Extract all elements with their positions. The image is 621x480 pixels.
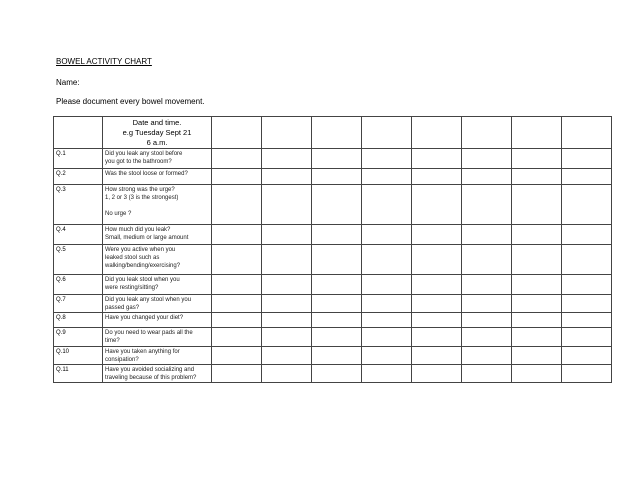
table-row	[54, 185, 612, 225]
entry-cell[interactable]	[262, 225, 312, 245]
entry-cell[interactable]	[312, 347, 362, 365]
question-text-line: Small, medium or large amount	[105, 235, 189, 241]
question-text	[103, 365, 212, 383]
question-number: Q.3	[54, 185, 103, 225]
question-text-line	[105, 202, 209, 210]
entry-cell[interactable]	[512, 225, 562, 245]
entry-cell[interactable]	[362, 313, 412, 328]
question-text-line: you got to the bathroom?	[105, 159, 172, 165]
entry-cell[interactable]	[312, 117, 362, 149]
question-number: Q.11	[54, 365, 103, 383]
entry-cell[interactable]	[512, 328, 562, 347]
question-text	[103, 149, 212, 169]
question-text-line: time?	[105, 338, 120, 344]
entry-cell[interactable]	[312, 169, 362, 185]
entry-cell[interactable]	[312, 295, 362, 313]
entry-cell[interactable]	[512, 295, 562, 313]
entry-cell[interactable]	[462, 149, 512, 169]
question-text-line: How strong was the urge?	[105, 187, 175, 193]
table-row	[54, 328, 612, 347]
question-text	[103, 328, 212, 347]
entry-cell[interactable]	[362, 117, 412, 149]
entry-cell[interactable]	[512, 313, 562, 328]
entry-cell[interactable]	[362, 149, 412, 169]
entry-cell[interactable]	[412, 225, 462, 245]
entry-cell[interactable]	[512, 245, 562, 275]
entry-cell[interactable]	[212, 275, 262, 295]
question-number: Q.1	[54, 149, 103, 169]
entry-cell[interactable]	[562, 347, 612, 365]
table-row	[54, 169, 612, 185]
question-text	[103, 313, 212, 328]
entry-cell[interactable]	[462, 365, 512, 383]
entry-cell[interactable]	[512, 149, 562, 169]
question-text-line: Did you leak any stool when you	[105, 297, 192, 303]
entry-cell[interactable]	[562, 313, 612, 328]
entry-cell[interactable]	[562, 149, 612, 169]
entry-cell[interactable]	[262, 117, 312, 149]
entry-cell[interactable]	[512, 185, 562, 225]
entry-cell[interactable]	[562, 117, 612, 149]
entry-cell[interactable]	[362, 328, 412, 347]
question-number: Q.5	[54, 245, 103, 275]
question-text-line: Was the stool loose or formed?	[105, 171, 188, 177]
instruction-text: Please document every bowel movement.	[56, 97, 205, 106]
entry-cell[interactable]	[212, 169, 262, 185]
entry-cell[interactable]	[262, 185, 312, 225]
table-row	[54, 245, 612, 275]
entry-cell[interactable]	[212, 295, 262, 313]
question-number: Q.9	[54, 328, 103, 347]
entry-cell[interactable]	[562, 295, 612, 313]
entry-cell[interactable]	[262, 328, 312, 347]
question-text	[103, 225, 212, 245]
entry-cell[interactable]	[362, 295, 412, 313]
header-line-2: e.g Tuesday Sept 21	[122, 128, 192, 137]
question-text-line: Do you need to wear pads all the	[105, 330, 193, 336]
header-q-cell	[54, 117, 103, 149]
entry-cell[interactable]	[362, 365, 412, 383]
question-text-line: Did you leak any stool before	[105, 151, 183, 157]
entry-cell[interactable]	[312, 365, 362, 383]
question-text-line: Were you active when you	[105, 247, 176, 253]
entry-cell[interactable]	[562, 245, 612, 275]
entry-cell[interactable]	[262, 347, 312, 365]
entry-cell[interactable]	[312, 225, 362, 245]
question-text-line: How much did you leak?	[105, 227, 171, 233]
table-row	[54, 149, 612, 169]
entry-cell[interactable]	[362, 225, 412, 245]
entry-cell[interactable]	[462, 169, 512, 185]
table-row	[54, 275, 612, 295]
entry-cell[interactable]	[212, 245, 262, 275]
entry-cell[interactable]	[462, 117, 512, 149]
entry-cell[interactable]	[562, 225, 612, 245]
question-number: Q.8	[54, 313, 103, 328]
question-text-line: Did you leak stool when you	[105, 277, 180, 283]
question-number: Q.2	[54, 169, 103, 185]
entry-cell[interactable]	[362, 347, 412, 365]
entry-cell[interactable]	[362, 275, 412, 295]
table-row	[54, 295, 612, 313]
question-number: Q.10	[54, 347, 103, 365]
table-row	[54, 225, 612, 245]
entry-cell[interactable]	[512, 117, 562, 149]
entry-cell[interactable]	[212, 313, 262, 328]
entry-cell[interactable]	[412, 149, 462, 169]
bowel-activity-table	[53, 116, 612, 383]
entry-cell[interactable]	[362, 185, 412, 225]
question-text-line: Have you avoided socializing and	[105, 367, 195, 373]
entry-cell[interactable]	[512, 275, 562, 295]
table-row	[54, 347, 612, 365]
entry-cell[interactable]	[262, 365, 312, 383]
entry-cell[interactable]	[312, 185, 362, 225]
question-text-line: consipation?	[105, 357, 139, 363]
question-text-line: Have you changed your diet?	[105, 315, 184, 321]
entry-cell[interactable]	[412, 275, 462, 295]
entry-cell[interactable]	[462, 245, 512, 275]
entry-cell[interactable]	[312, 245, 362, 275]
question-text-line: Have you taken anything for	[105, 349, 180, 355]
table-row	[54, 313, 612, 328]
entry-cell[interactable]	[412, 295, 462, 313]
question-text-line: passed gas?	[105, 305, 140, 311]
table-header-row	[54, 117, 612, 149]
header-line-1: Date and time.	[132, 118, 182, 127]
question-text-line: No urge ?	[105, 211, 132, 217]
question-number: Q.7	[54, 295, 103, 313]
entry-cell[interactable]	[562, 169, 612, 185]
entry-cell[interactable]	[462, 275, 512, 295]
entry-cell[interactable]	[362, 245, 412, 275]
entry-cell[interactable]	[212, 117, 262, 149]
entry-cell[interactable]	[212, 365, 262, 383]
name-label: Name:	[56, 78, 80, 87]
entry-cell[interactable]	[462, 295, 512, 313]
entry-cell[interactable]	[562, 185, 612, 225]
entry-cell[interactable]	[212, 185, 262, 225]
header-line-3: 6 a.m.	[146, 138, 168, 147]
question-text-line: were resting/sitting?	[105, 285, 159, 291]
entry-cell[interactable]	[312, 275, 362, 295]
question-text-line: walking/bending/exercising?	[105, 263, 181, 269]
entry-cell[interactable]	[312, 313, 362, 328]
entry-cell[interactable]	[462, 185, 512, 225]
entry-cell[interactable]	[512, 347, 562, 365]
entry-cell[interactable]	[262, 149, 312, 169]
question-text	[103, 295, 212, 313]
entry-cell[interactable]	[462, 313, 512, 328]
entry-cell[interactable]	[262, 275, 312, 295]
question-text-line: traveling because of this problem?	[105, 375, 197, 381]
entry-cell[interactable]	[512, 365, 562, 383]
entry-cell[interactable]	[362, 169, 412, 185]
entry-cell[interactable]	[312, 328, 362, 347]
question-text-line: leaked stool such as	[105, 255, 160, 261]
entry-cell[interactable]	[412, 328, 462, 347]
table-row	[54, 365, 612, 383]
entry-cell[interactable]	[462, 225, 512, 245]
chart-title: BOWEL ACTIVITY CHART	[56, 57, 152, 66]
question-text	[103, 245, 212, 275]
question-text	[103, 185, 212, 225]
entry-cell[interactable]	[412, 365, 462, 383]
entry-cell[interactable]	[212, 149, 262, 169]
question-number: Q.4	[54, 225, 103, 245]
entry-cell[interactable]	[412, 245, 462, 275]
entry-cell[interactable]	[562, 275, 612, 295]
question-text	[103, 275, 212, 295]
entry-cell[interactable]	[412, 313, 462, 328]
entry-cell[interactable]	[212, 225, 262, 245]
entry-cell[interactable]	[262, 295, 312, 313]
entry-cell[interactable]	[412, 117, 462, 149]
entry-cell[interactable]	[512, 169, 562, 185]
entry-cell[interactable]	[562, 328, 612, 347]
entry-cell[interactable]	[262, 313, 312, 328]
entry-cell[interactable]	[212, 347, 262, 365]
entry-cell[interactable]	[412, 347, 462, 365]
question-number: Q.6	[54, 275, 103, 295]
entry-cell[interactable]	[562, 365, 612, 383]
entry-cell[interactable]	[412, 169, 462, 185]
question-text-line: 1, 2 or 3 (3 is the strongest)	[105, 195, 179, 201]
entry-cell[interactable]	[312, 149, 362, 169]
question-text	[103, 347, 212, 365]
entry-cell[interactable]	[212, 328, 262, 347]
question-text	[103, 169, 212, 185]
entry-cell[interactable]	[262, 245, 312, 275]
entry-cell[interactable]	[412, 185, 462, 225]
header-date-cell	[103, 117, 212, 149]
entry-cell[interactable]	[462, 328, 512, 347]
entry-cell[interactable]	[462, 347, 512, 365]
entry-cell[interactable]	[262, 169, 312, 185]
